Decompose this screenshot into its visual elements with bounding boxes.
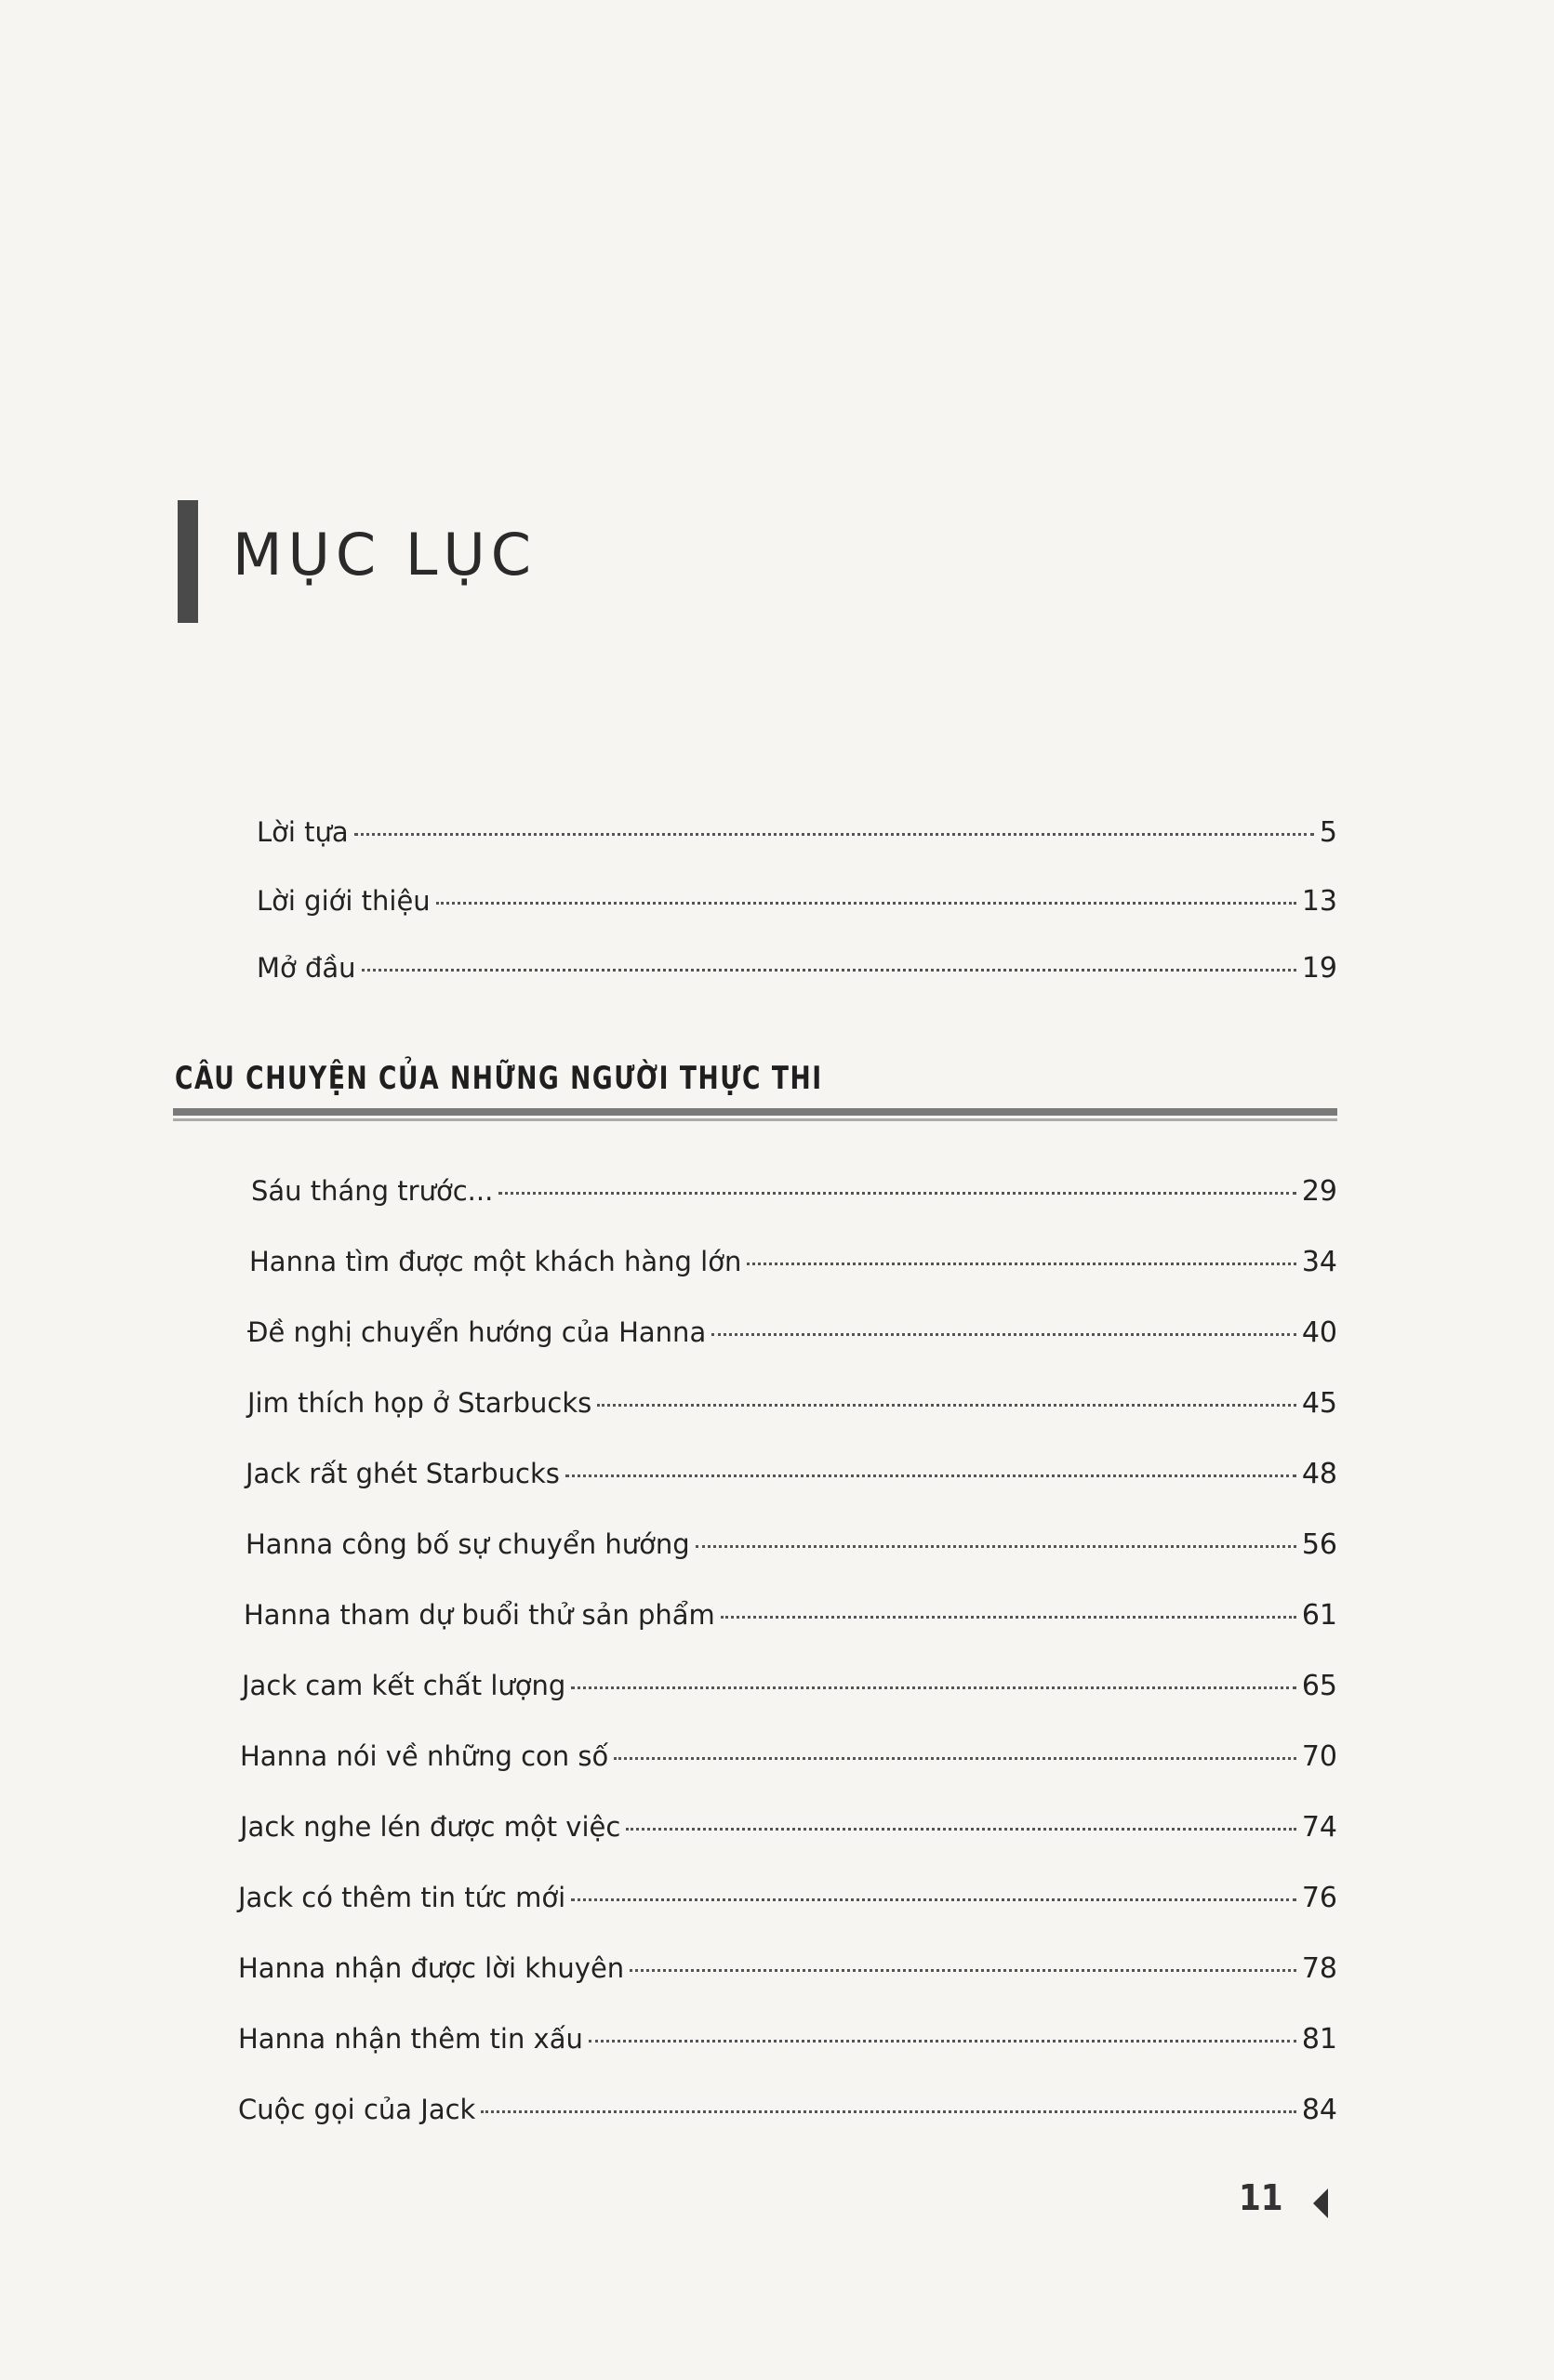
toc-entry-page: 81 [1301, 2023, 1337, 2056]
toc-entry-label: Hanna nhận thêm tin xấu [238, 2023, 583, 2055]
dot-leader [436, 902, 1296, 905]
toc-entry-page: 74 [1301, 1811, 1337, 1844]
toc-entry [240, 1811, 1337, 1844]
dot-leader [597, 1404, 1296, 1407]
dot-leader [481, 2110, 1295, 2113]
section-divider [173, 1108, 1337, 1116]
dot-leader [711, 1333, 1296, 1336]
title-accent-bar [178, 500, 198, 623]
section-divider-thin [173, 1118, 1337, 1121]
toc-entry [238, 1952, 1337, 1985]
dot-leader [589, 2040, 1296, 2043]
toc-entry-page: 76 [1301, 1882, 1337, 1914]
toc-entry-label: Jack cam kết chất lượng [242, 1670, 566, 1701]
toc-entry-page: 45 [1301, 1387, 1337, 1420]
toc-entry-page: 84 [1301, 2094, 1337, 2126]
toc-entry-page: 34 [1301, 1246, 1337, 1278]
toc-entry-page: 5 [1319, 816, 1337, 849]
toc-entry [238, 1882, 1337, 1914]
toc-entry-label: Lời giới thiệu [257, 885, 431, 917]
toc-entry-label: Jack nghe lén được một việc [240, 1811, 621, 1843]
toc-entry-page: 19 [1301, 952, 1337, 985]
toc-entry-page: 65 [1301, 1670, 1337, 1702]
toc-entry-label: Đề nghị chuyển hướng của Hanna [247, 1316, 707, 1348]
toc-entry [238, 2094, 1337, 2126]
page-number: 11 [1239, 2177, 1283, 2218]
toc-entry [247, 1387, 1337, 1420]
toc-entry-label: Lời tựa [257, 816, 349, 848]
toc-entry-page: 61 [1301, 1599, 1337, 1632]
dot-leader [362, 969, 1296, 972]
toc-entry-page: 70 [1301, 1740, 1337, 1773]
dot-leader [565, 1474, 1296, 1477]
toc-entry-label: Hanna tham dự buổi thử sản phẩm [244, 1599, 715, 1631]
dot-leader [696, 1545, 1296, 1548]
toc-entry-label: Jim thích họp ở Starbucks [247, 1387, 592, 1419]
page-title: MỤC LỤC [232, 521, 538, 588]
toc-entry-label: Jack rất ghét Starbucks [246, 1458, 560, 1489]
toc-entry [240, 1740, 1337, 1773]
triangle-left-icon [1313, 2188, 1328, 2218]
toc-entry [246, 1528, 1337, 1561]
toc-entry [246, 1458, 1337, 1490]
toc-entry-label: Cuộc gọi của Jack [238, 2094, 476, 2125]
dot-leader [747, 1263, 1295, 1265]
toc-entry-page: 29 [1301, 1175, 1337, 1208]
toc-entry-page: 78 [1301, 1952, 1337, 1985]
toc-entry [257, 952, 1337, 985]
dot-leader [498, 1192, 1295, 1195]
toc-entry-label: Hanna tìm được một khách hàng lớn [249, 1246, 742, 1277]
toc-entry [249, 1246, 1337, 1278]
toc-entry [238, 2023, 1337, 2056]
toc-entry [257, 816, 1337, 849]
toc-entry-page: 40 [1301, 1316, 1337, 1349]
toc-entry [247, 1316, 1337, 1349]
toc-entry-label: Sáu tháng trước... [251, 1175, 494, 1207]
toc-entry-label: Hanna nói về những con số [240, 1740, 609, 1772]
dot-leader [614, 1757, 1296, 1760]
dot-leader [630, 1969, 1296, 1972]
toc-entry [251, 1175, 1337, 1208]
dot-leader [721, 1616, 1296, 1619]
toc-entry-page: 13 [1301, 885, 1337, 918]
toc-entry [257, 885, 1337, 918]
dot-leader [571, 1686, 1295, 1689]
toc-entry-label: Jack có thêm tin tức mới [238, 1882, 566, 1913]
toc-entry-page: 48 [1301, 1458, 1337, 1490]
toc-entry [244, 1599, 1337, 1632]
dot-leader [571, 1898, 1296, 1901]
toc-entry-page: 56 [1301, 1528, 1337, 1561]
toc-entry-label: Hanna công bố sự chuyển hướng [246, 1528, 690, 1560]
toc-entry [242, 1670, 1337, 1702]
dot-leader [354, 833, 1314, 836]
toc-entry-label: Mở đầu [257, 952, 356, 984]
dot-leader [626, 1828, 1296, 1831]
toc-entry-label: Hanna nhận được lời khuyên [238, 1952, 625, 1984]
section-heading: CÂU CHUYỆN CỦA NHỮNG NGƯỜI THỰC THI [175, 1060, 823, 1097]
